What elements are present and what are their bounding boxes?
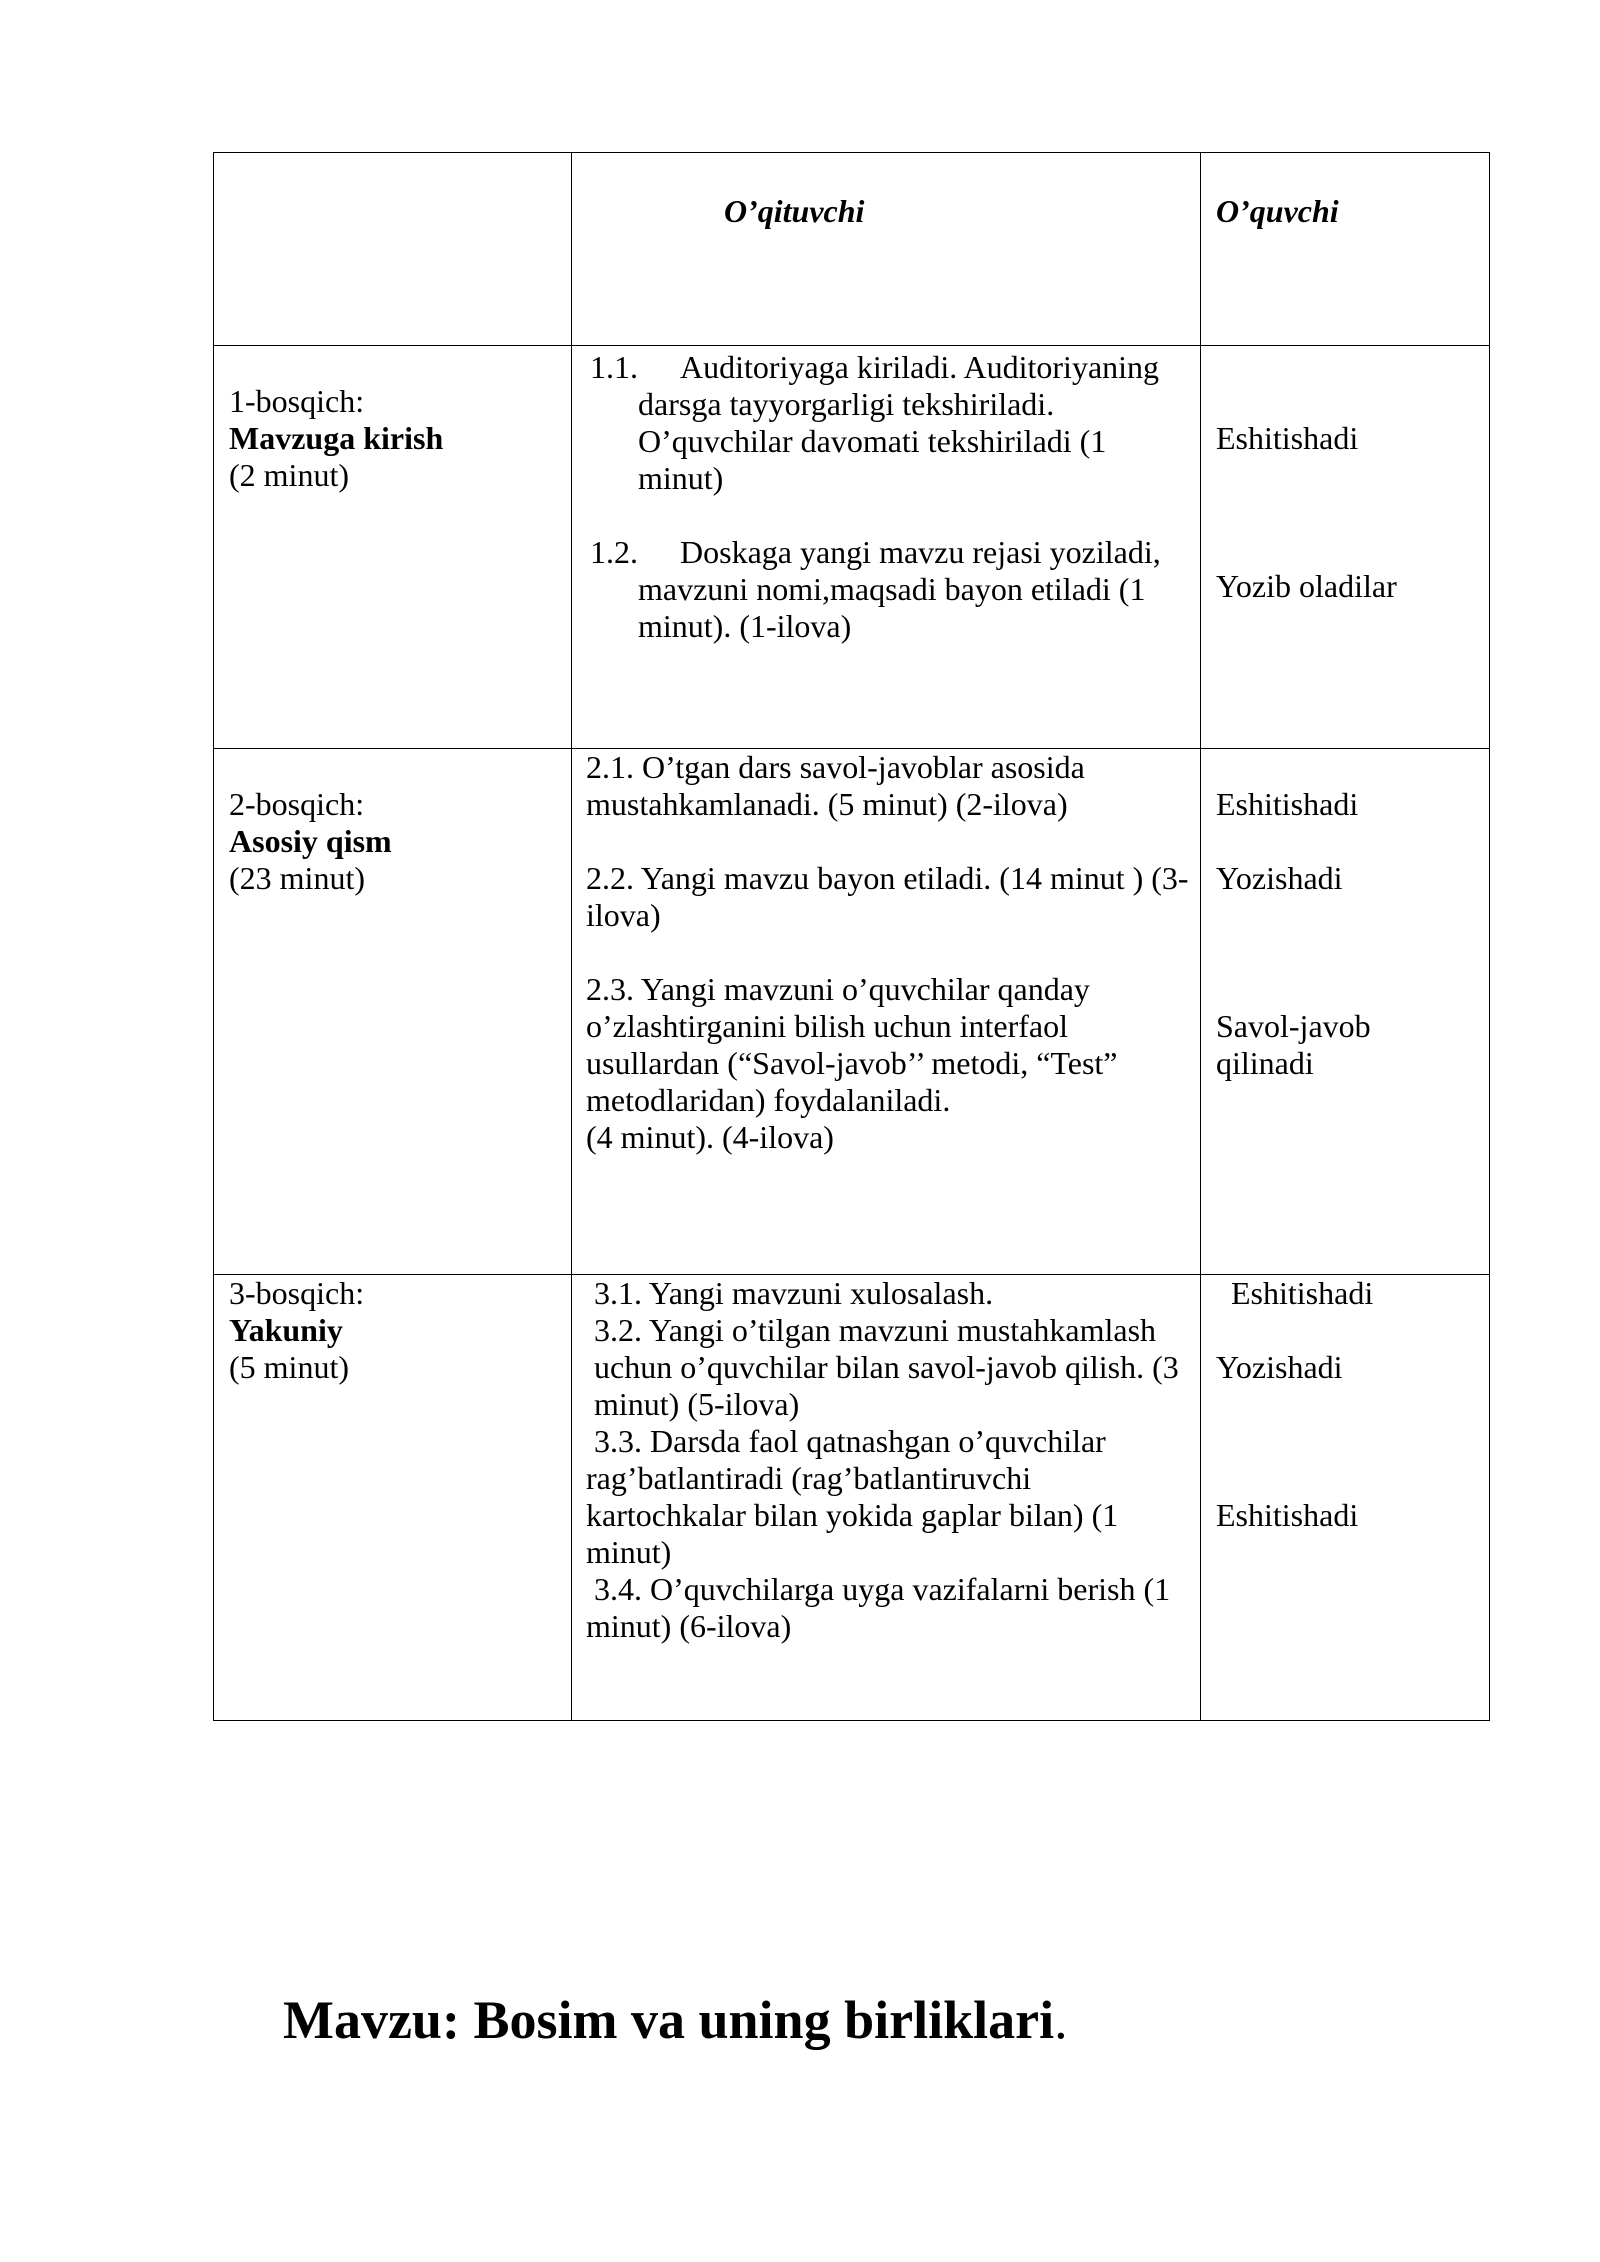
teacher-item: (4 minut). (4-ilova) [586,1119,834,1155]
topic-title-text: Mavzu: Bosim va uning birliklari [283,1990,1055,2050]
stage-cell [214,1275,572,1721]
student-item: Eshitishadi [1216,786,1359,822]
topic-title-period: . [1054,1990,1068,2050]
teacher-item: 3.3. Darsda faol qatnashgan o’quvchilar rag’batlantiradi (rag’batlantiruvchi kartochkalar bilan yokida gaplar bilan) (1 minut) [586,1423,1119,1570]
stage-name: Yakuniy [229,1312,343,1348]
stage-label: 1-bosqich: [229,383,365,419]
table-header-row [214,153,1490,346]
stage-cell [214,346,572,749]
header-student: O’quvchi [1201,153,1490,346]
student-cell [1201,1275,1490,1721]
student-item: Eshitishadi [1231,1275,1374,1311]
table-row [214,749,1490,1275]
stage-time: (23 minut) [229,860,365,896]
teacher-cell [572,749,1201,1275]
item-text: Auditoriyaga kiriladi. Auditoriyaning darsga tayyorgarligi tekshiriladi. O’quvchilar davomati tekshiriladi (1 minut) [638,349,1160,496]
lesson-plan-table [213,152,1490,1721]
item-number: 1.1. [590,349,638,385]
item-text: Doskaga yangi mavzu rejasi yoziladi, mavzuni nomi,maqsadi bayon etiladi (1 minut). (1-ilova) [638,534,1161,644]
stage-cell [214,749,572,1275]
teacher-item [590,349,1190,497]
stage-name: Asosiy qism [229,823,392,859]
item-number: 1.2. [590,534,638,570]
teacher-item: 2.2. Yangi mavzu bayon etiladi. (14 minut ) (3-ilova) [586,860,1189,933]
teacher-cell [572,346,1201,749]
student-cell [1201,749,1490,1275]
teacher-item: 3.4. O’quvchilarga uyga vazifalarni berish (1 minut) (6-ilova) [586,1571,1171,1644]
teacher-cell [572,1275,1201,1721]
topic-title [283,1988,1068,2052]
student-item: Eshitishadi [1216,1497,1359,1533]
header-stage-cell [214,153,572,346]
student-cell [1201,346,1490,749]
student-item: Yozishadi [1216,860,1343,896]
student-item: Savol-javob qilinadi [1216,1008,1371,1081]
stage-label: 3-bosqich: [229,1275,365,1311]
table-row [214,346,1490,749]
student-item: Yozishadi [1216,1349,1343,1385]
header-teacher: O’qituvchi [572,153,1201,346]
student-item: Yozib oladilar [1216,568,1397,604]
student-item: Eshitishadi [1216,420,1359,456]
stage-time: (2 minut) [229,457,349,493]
stage-name: Mavzuga kirish [229,420,444,456]
stage-time: (5 minut) [229,1349,349,1385]
teacher-item: 2.3. Yangi mavzuni o’quvchilar qanday o’zlashtirganini bilish uchun interfaol usullardan (“Savol-javob’’ metodi, “Test” metodlaridan) foydalaniladi. [586,971,1118,1118]
teacher-item: 3.1. Yangi mavzuni xulosalash. [594,1275,994,1311]
teacher-item: 2.1. O’tgan dars savol-javoblar asosida mustahkamlanadi. (5 minut) (2-ilova) [586,749,1085,822]
table-row [214,1275,1490,1721]
teacher-item: 3.2. Yangi o’tilgan mavzuni mustahkamlash uchun o’quvchilar bilan savol-javob qilish. (3 minut) (5-ilova) [594,1312,1179,1422]
stage-label: 2-bosqich: [229,786,365,822]
teacher-item [590,534,1190,645]
